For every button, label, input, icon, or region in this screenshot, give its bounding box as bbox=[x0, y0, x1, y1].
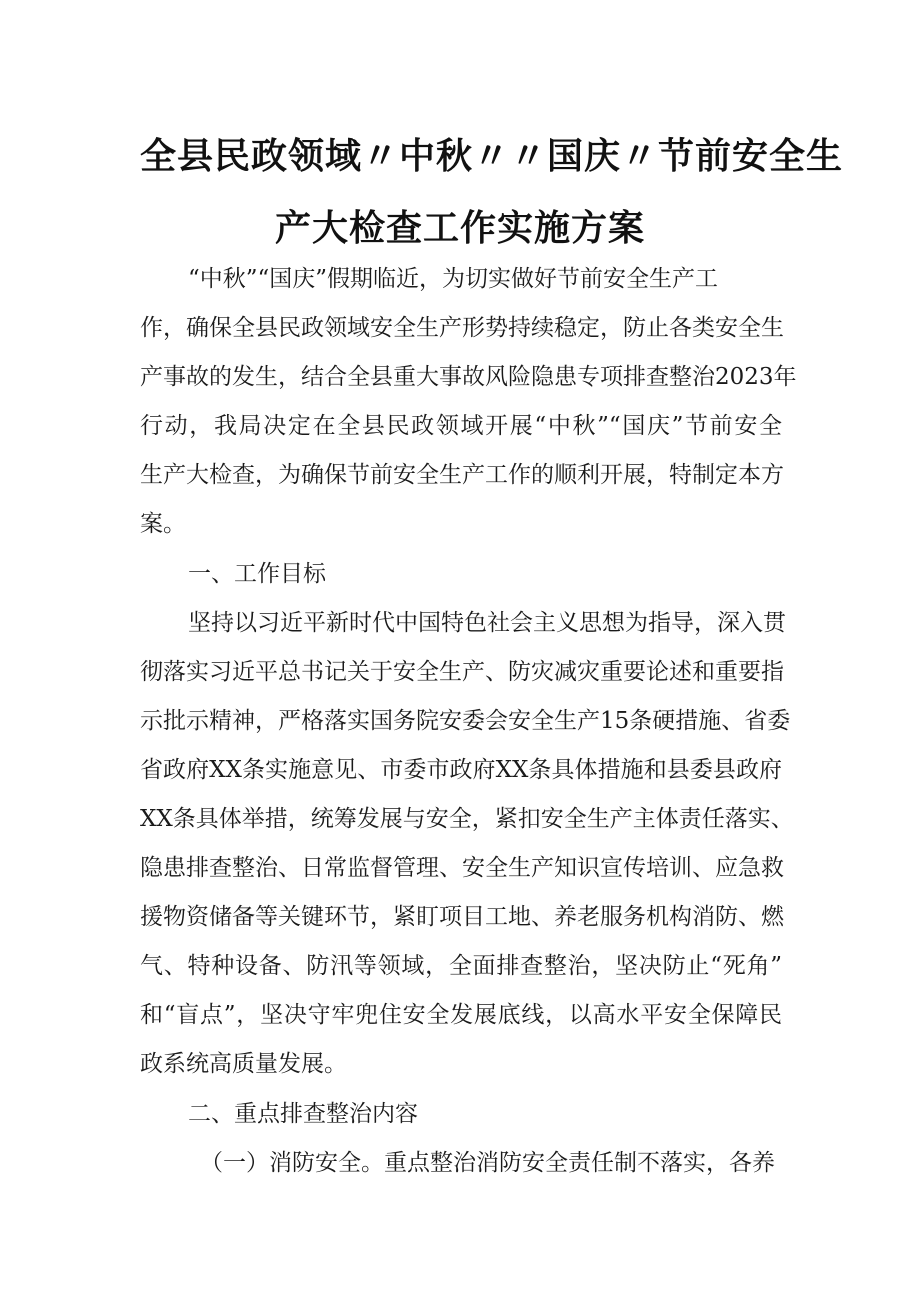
paragraph-line: 坚持以习近平新时代中国特色社会主义思想为指导，深入贯 bbox=[188, 610, 786, 636]
paragraph-line: （一）消防安全。重点整治消防安全责任制不落实，各养 bbox=[200, 1150, 775, 1176]
paragraph-line: 示批示精神，严格落实国务院安委会安全生产15条硬措施、省委 bbox=[140, 708, 791, 734]
paragraph-line: 政系统高质量发展。 bbox=[140, 1051, 347, 1077]
paragraph-line: 援物资储备等关键环节，紧盯项目工地、养老服务机构消防、燃 bbox=[140, 904, 784, 930]
paragraph-line: 气、特种设备、防汛等领域，全面排查整治，坚决防止“死角” bbox=[140, 953, 782, 979]
paragraph-line: 案。 bbox=[140, 511, 186, 537]
paragraph-line: 和“盲点”，坚决守牢兜住安全发展底线，以高水平安全保障民 bbox=[140, 1002, 782, 1028]
paragraph-line: XX条具体举措，统筹发展与安全，紧扣安全生产主体责任落实、 bbox=[140, 806, 794, 832]
paragraph-line: 生产大检查，为确保节前安全生产工作的顺利开展，特制定本方 bbox=[140, 462, 784, 488]
section-heading: 二、重点排查整治内容 bbox=[188, 1101, 418, 1127]
paragraph-line: 省政府XX条实施意见、市委市政府XX条具体措施和县委县政府 bbox=[140, 757, 782, 783]
section-heading: 一、工作目标 bbox=[188, 561, 326, 587]
paragraph-line: 隐患排查整治、日常监督管理、安全生产知识宣传培训、应急救 bbox=[140, 855, 784, 881]
paragraph-line: 作，确保全县民政领域安全生产形势持续稳定，防止各类安全生 bbox=[140, 315, 784, 341]
paragraph-line: 行动，我局决定在全县民政领域开展“中秋”“国庆”节前安全 bbox=[140, 413, 782, 439]
paragraph-line: 彻落实习近平总书记关于安全生产、防灾减灾重要论述和重要指 bbox=[140, 659, 784, 685]
document-title-line-2: 产大检查工作实施方案 bbox=[274, 208, 645, 249]
document-title-line-1: 全县民政领域〃中秋〃〃国庆〃节前安全生 bbox=[140, 136, 844, 177]
paragraph-line: “中秋”“国庆”假期临近，为切实做好节前安全生产工 bbox=[188, 266, 719, 292]
paragraph-line: 产事故的发生，结合全县重大事故风险隐患专项排查整治2023年 bbox=[140, 364, 797, 390]
